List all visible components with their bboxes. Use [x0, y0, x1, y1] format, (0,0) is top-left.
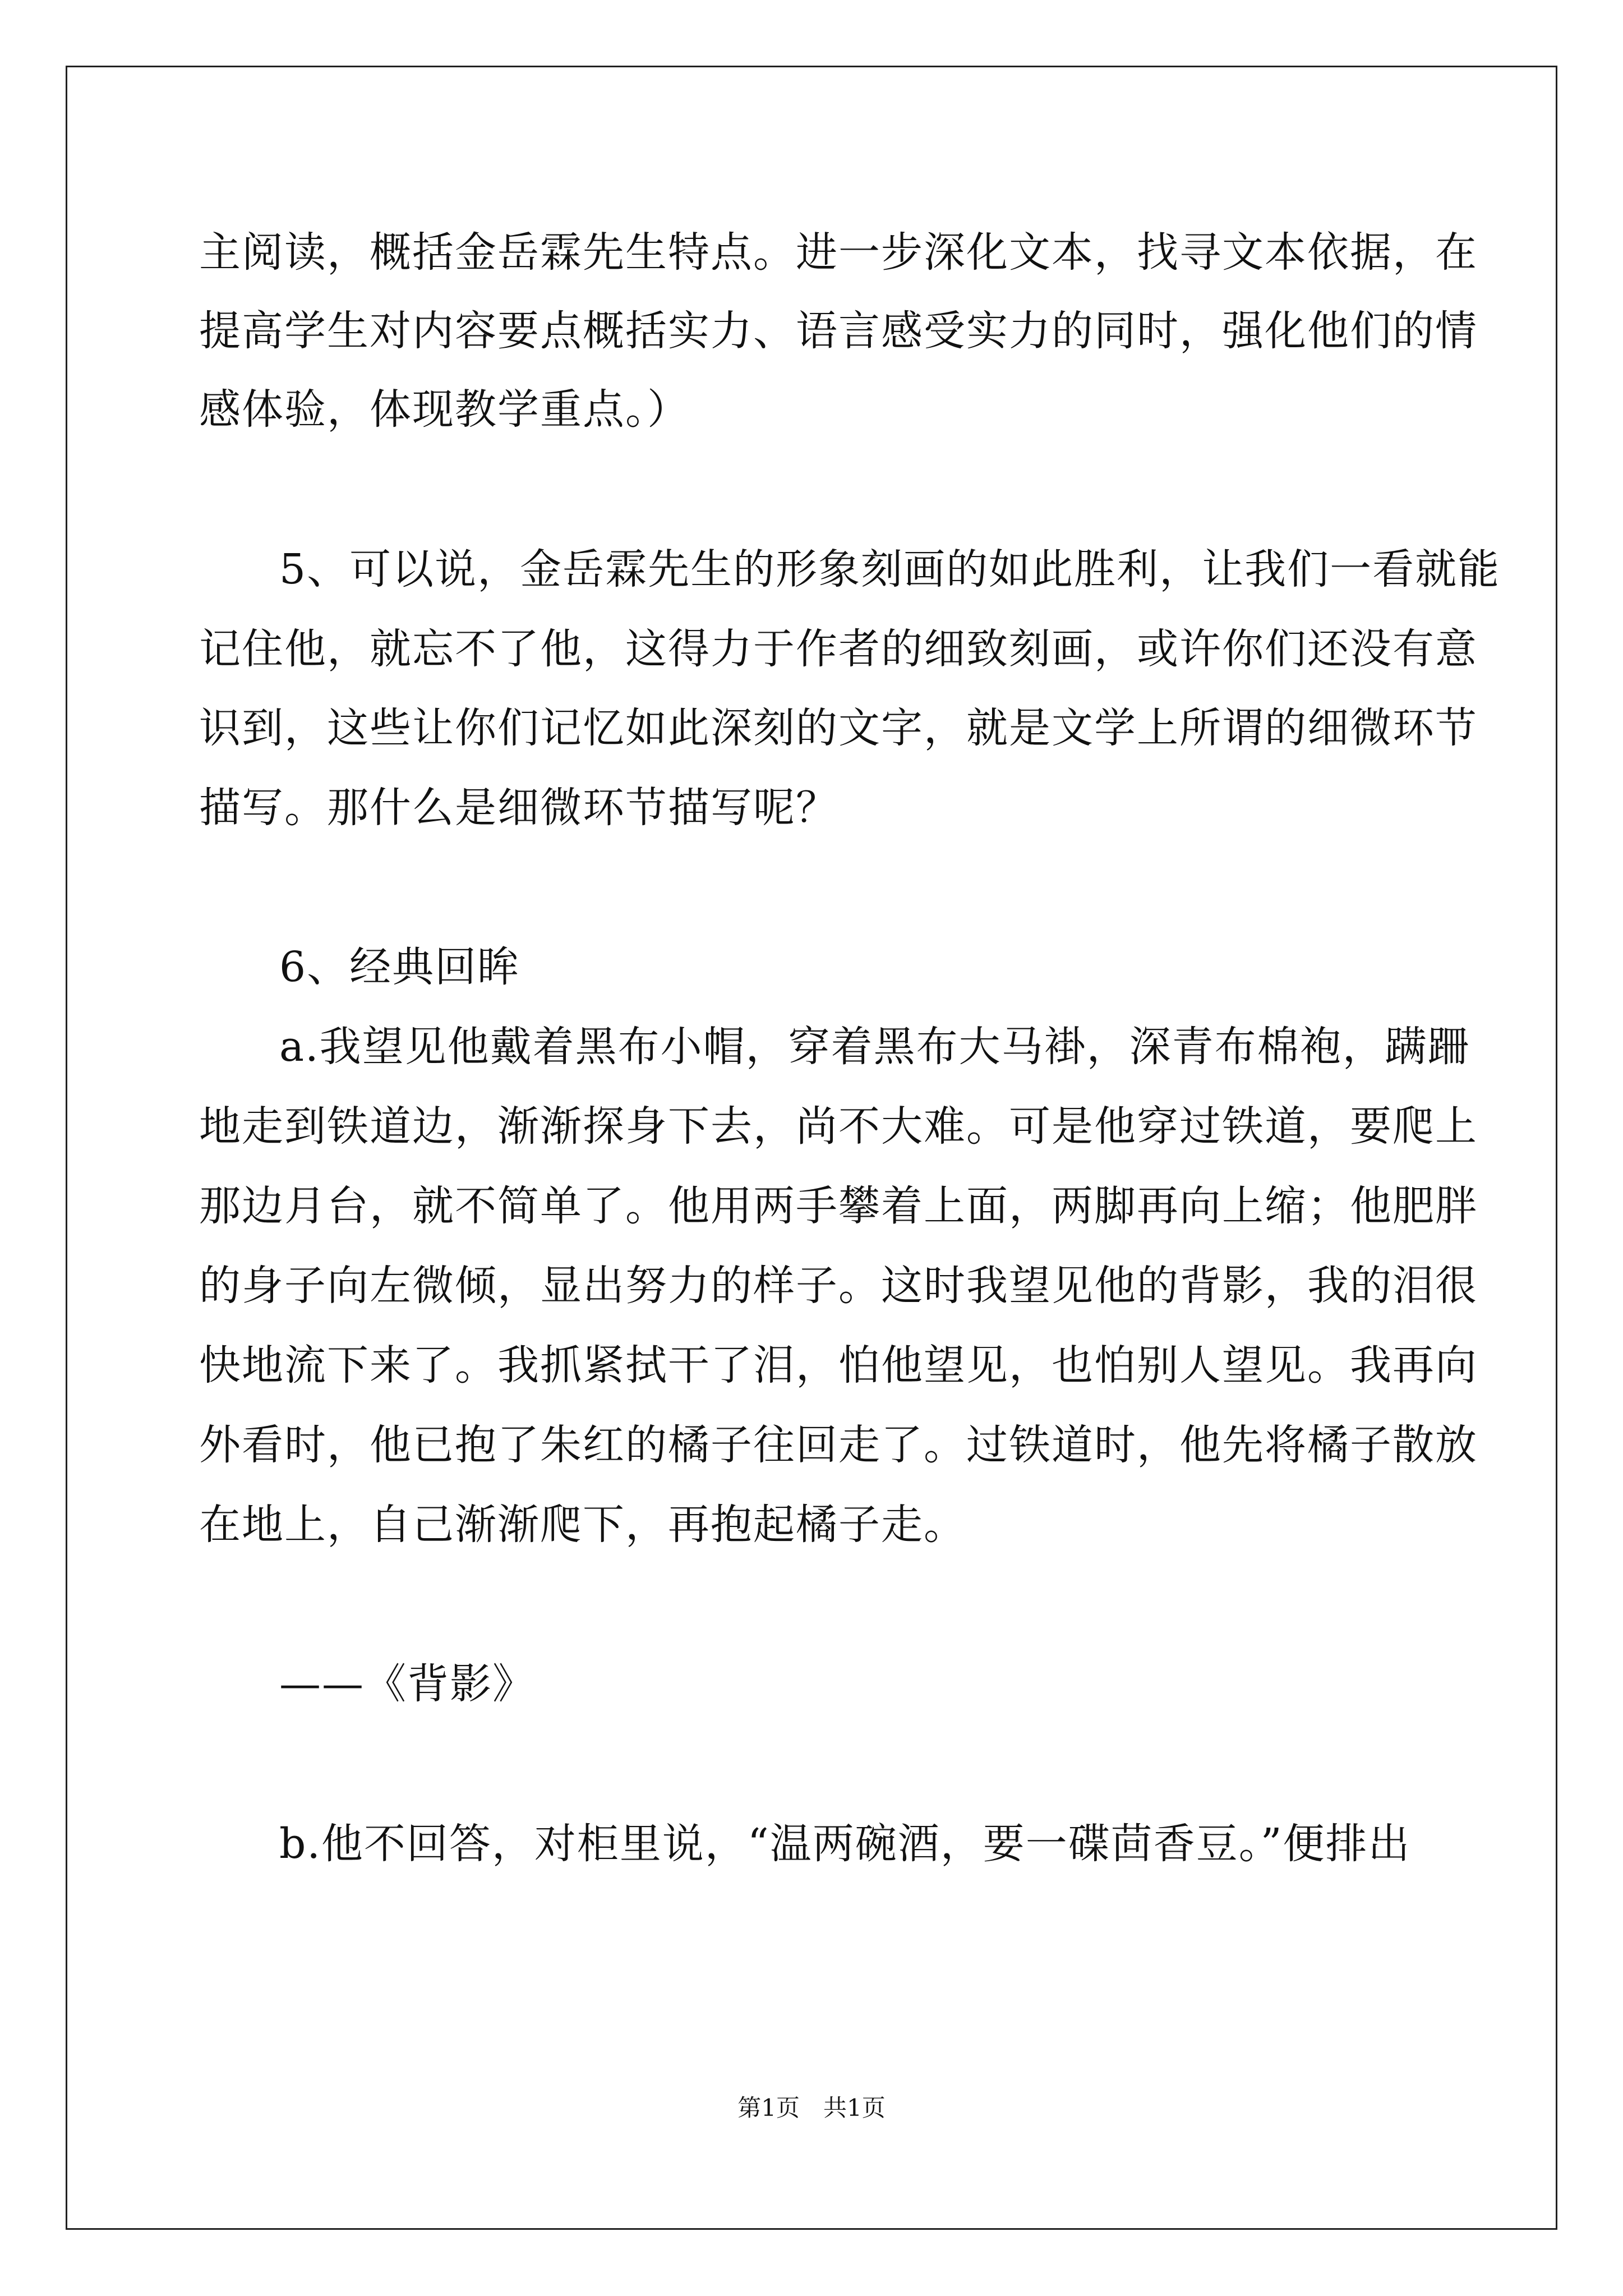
text-line: 识到，这些让你们记忆如此深刻的文字，就是文学上所谓的细微环节 — [199, 704, 1478, 752]
paragraph-5: 5、可以说，金岳霖先生的形象刻画的如此胜利，让我们一看就能 — [279, 545, 1501, 593]
quote-b: b.他不回答，对柜里说，“温两碗酒，要一碟茴香豆。”便排出 — [279, 1820, 1411, 1868]
page-number: 第1页 共1页 — [737, 2094, 886, 2122]
text-line: 外看时，他已抱了朱红的橘子往回走了。过铁道时，他先将橘子散放 — [199, 1421, 1478, 1469]
quote-a: a.我望见他戴着黑布小帽，穿着黑布大马褂，深青布棉袍，蹒跚 — [279, 1023, 1470, 1071]
text-line: 提高学生对内容要点概括实力、语言感受实力的同时，强化他们的情 — [199, 307, 1478, 355]
text-line: 主阅读，概括金岳霖先生特点。进一步深化文本，找寻文本依据，在 — [199, 228, 1478, 277]
heading-6: 6、经典回眸 — [279, 943, 520, 991]
quote-source: ——《背影》 — [279, 1660, 535, 1708]
text-line: 的身子向左微倾，显出努力的样子。这时我望见他的背影，我的泪很 — [199, 1262, 1478, 1310]
text-line: 记住他，就忘不了他，这得力于作者的细致刻画，或许你们还没有意 — [199, 625, 1478, 673]
text-line: 那边月台，就不简单了。他用两手攀着上面，两脚再向上缩；他肥胖 — [199, 1182, 1478, 1230]
text-line: 在地上，自己渐渐爬下，再抱起橘子走。 — [199, 1501, 966, 1549]
text-line: 快地流下来了。我抓紧拭干了泪，怕他望见，也怕别人望见。我再向 — [199, 1341, 1478, 1389]
text-line: 感体验，体现教学重点。） — [199, 385, 690, 434]
text-line: 地走到铁道边，渐渐探身下去，尚不大难。可是他穿过铁道，要爬上 — [199, 1102, 1478, 1151]
text-line: 描写。那什么是细微环节描写呢？ — [199, 784, 838, 832]
